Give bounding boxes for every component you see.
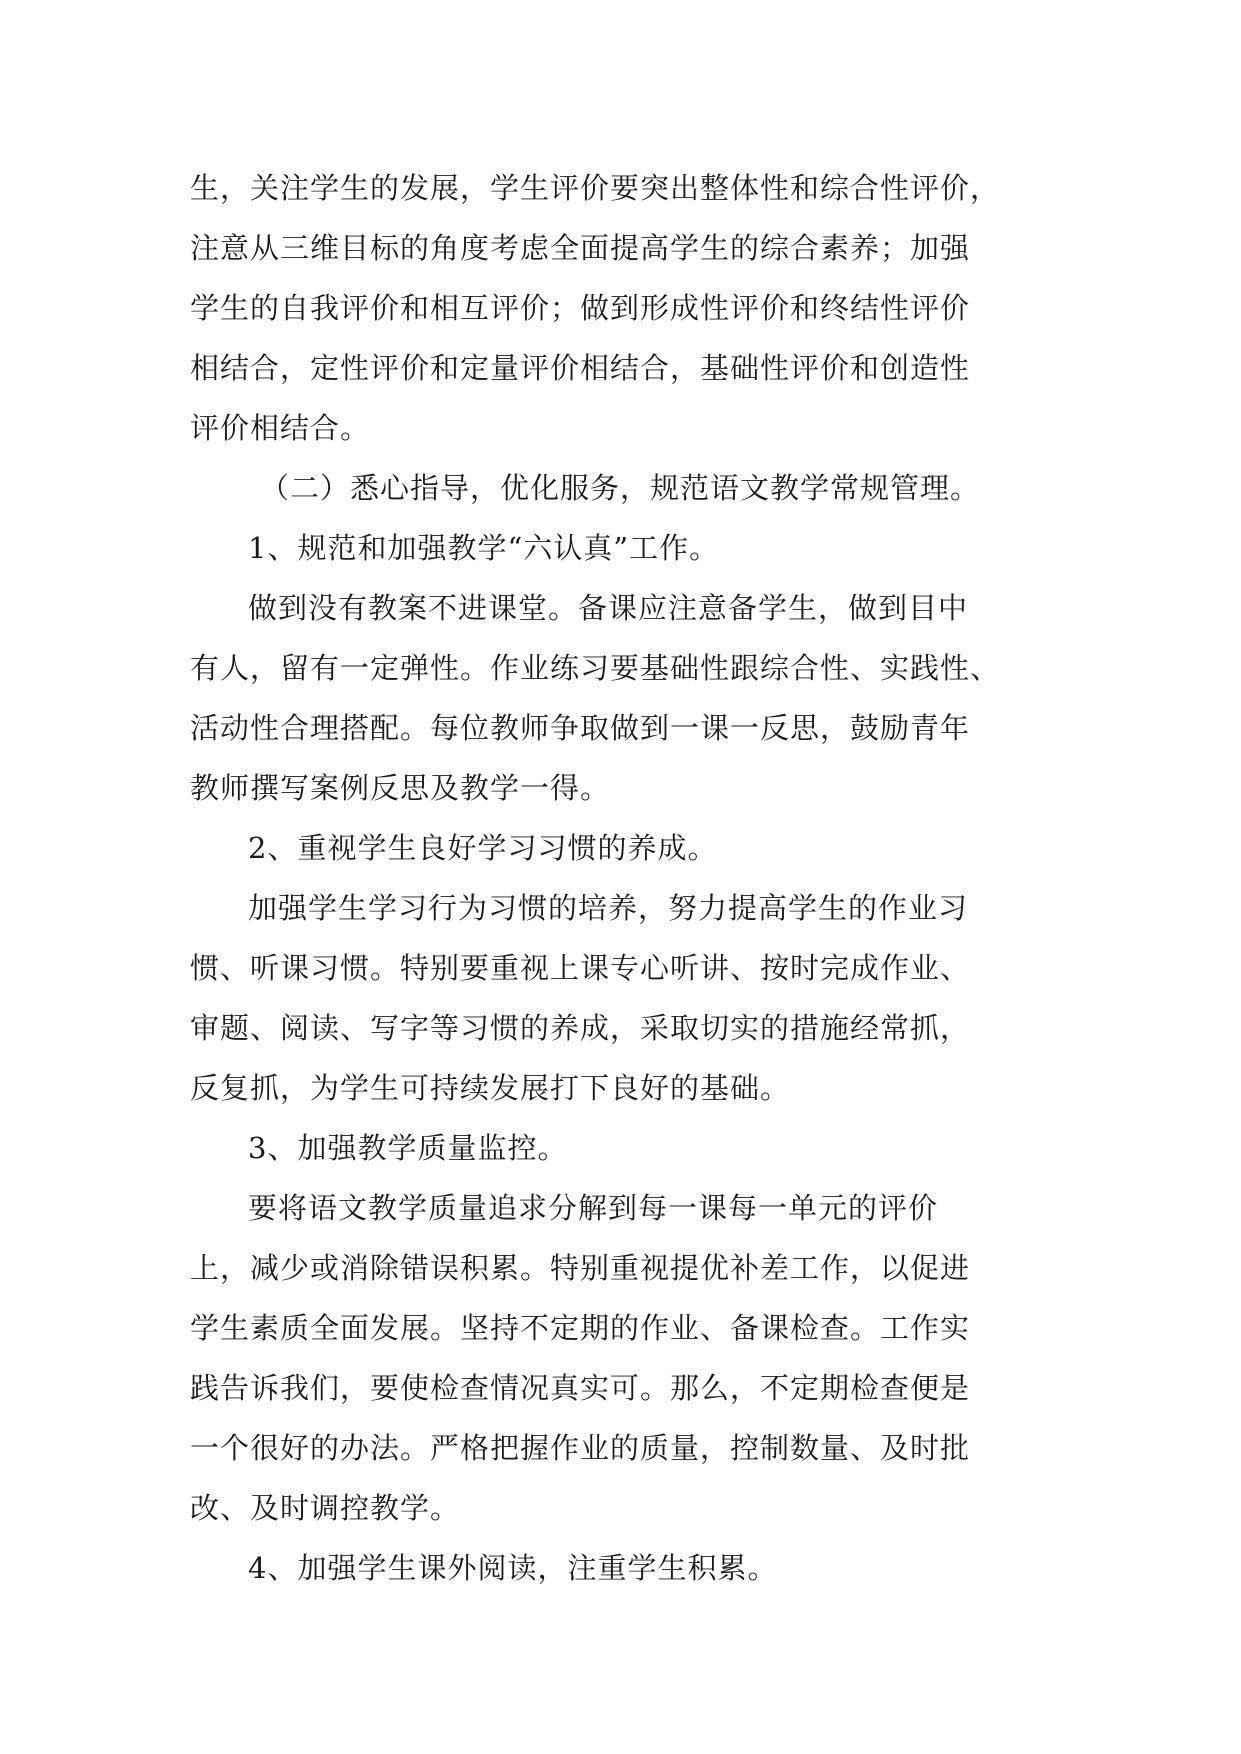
text-line: 审题、阅读、写字等习惯的养成，采取切实的措施经常抓， <box>190 1011 971 1045</box>
text-line: 一个很好的办法。严格把握作业的质量，控制数量、及时批 <box>190 1431 971 1465</box>
text-line: 1、规范和加强教学“六认真”工作。 <box>248 531 720 565</box>
text-line: 改、及时调控教学。 <box>190 1491 461 1525</box>
text-line: 生，关注学生的发展，学生评价要突出整体性和综合性评价， <box>190 171 1001 205</box>
text-line: 4、加强学生课外阅读，注重学生积累。 <box>248 1551 778 1585</box>
text-line: 反复抓，为学生可持续发展打下良好的基础。 <box>190 1071 791 1105</box>
text-line: 加强学生学习行为习惯的培养，努力提高学生的作业习 <box>248 891 969 925</box>
text-line: 3、加强教学质量监控。 <box>248 1131 568 1165</box>
text-line: 学生素质全面发展。坚持不定期的作业、备课检查。工作实 <box>190 1311 971 1345</box>
text-line: 评价相结合。 <box>190 411 371 445</box>
document-body <box>190 158 1050 1598</box>
text-line: 惯、听课习惯。特别要重视上课专心听讲、按时完成作业、 <box>190 951 971 985</box>
text-line: 上，减少或消除错误积累。特别重视提优补差工作，以促进 <box>190 1251 971 1285</box>
text-line: 要将语文教学质量追求分解到每一课每一单元的评价 <box>248 1191 939 1225</box>
text-line: 学生的自我评价和相互评价；做到形成性评价和终结性评价 <box>190 291 971 325</box>
text-line: 教师撰写案例反思及教学一得。 <box>190 771 611 805</box>
text-line: 相结合，定性评价和定量评价相结合，基础性评价和创造性 <box>190 351 971 385</box>
text-line: 践告诉我们，要使检查情况真实可。那么，不定期检查便是 <box>190 1371 971 1405</box>
text-line: 活动性合理搭配。每位教师争取做到一课一反思，鼓励青年 <box>190 711 971 745</box>
text-line: 2、重视学生良好学习习惯的养成。 <box>248 831 718 865</box>
text-line: 注意从三维目标的角度考虑全面提高学生的综合素养；加强 <box>190 231 971 265</box>
section-heading: （二）悉心指导，优化服务，规范语文教学常规管理。 <box>260 471 981 505</box>
text-line: 有人，留有一定弹性。作业练习要基础性跟综合性、实践性、 <box>190 651 1001 685</box>
text-line: 做到没有教案不进课堂。备课应注意备学生，做到目中 <box>248 591 969 625</box>
